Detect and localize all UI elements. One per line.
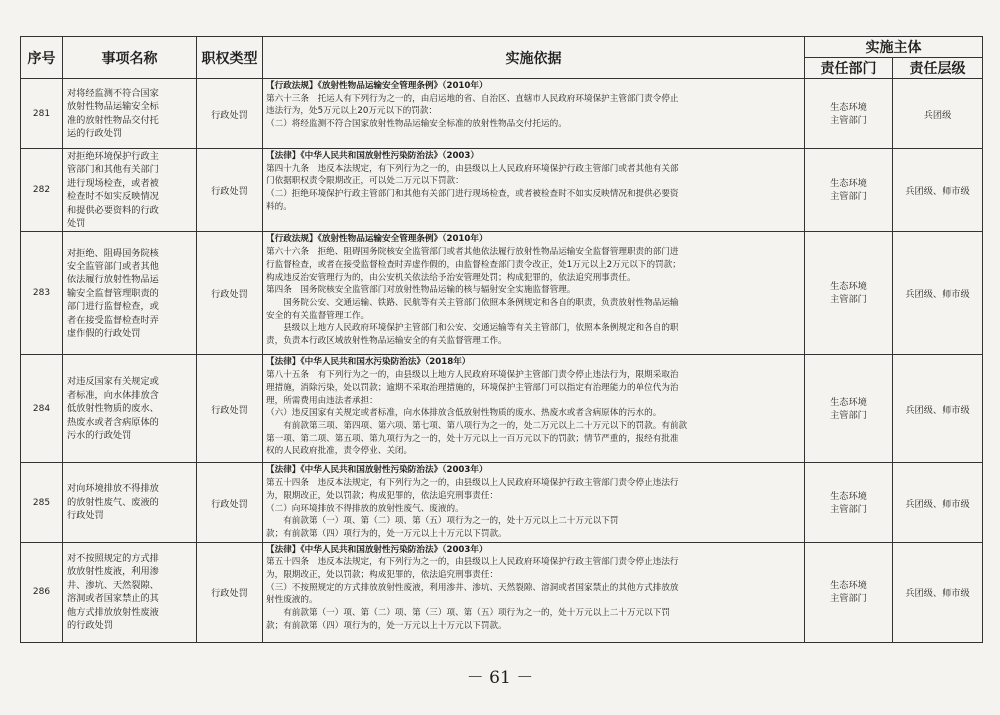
text-line: 门依据职权责令限期改正，可以处二万元以下罚款： — [266, 176, 464, 187]
text-line: 对拒绝环境保护行政主 — [67, 151, 159, 162]
responsible-level: 兵团级、师市级 — [893, 232, 983, 355]
text-line: 有前款第三项、第四项、第六项、第七项、第八项行为之一的，处二万元以上二十万元以下的罚款。有前款 — [266, 420, 688, 431]
text-line: 和提供必要资料的行政 — [67, 204, 159, 216]
legal-basis — [263, 149, 805, 232]
header-name: 事项名称 — [63, 37, 197, 79]
authority-type: 行政处罚 — [197, 463, 263, 542]
text-line: 输安全监督管理职责的 — [67, 287, 159, 299]
text-line: 主管部门 — [830, 294, 867, 306]
text-line: 料的。 — [266, 201, 292, 212]
text-line: 第四条 国务院核安全监管部门对放射性物品运输的核与辐射安全实施监督管理。 — [266, 285, 576, 296]
header-basis: 实施依据 — [263, 37, 805, 79]
text-line: 生态环境 — [830, 490, 867, 502]
text-line: 为，限期改正，处以罚款；构成犯罪的，依法追究刑事责任： — [266, 490, 499, 501]
text-line: 生态环境 — [830, 281, 867, 293]
header-type: 职权类型 — [197, 37, 263, 79]
authority-type: 行政处罚 — [197, 232, 263, 355]
text-line: 检查时不如实反映情况 — [67, 191, 159, 203]
legal-basis — [263, 232, 805, 355]
text-line: 【法律】《中华人民共和国放射性污染防治法》（2003年） — [266, 465, 488, 476]
text-line: 第六十六条 拒绝、阻碍国务院核安全监管部门或者其他依法履行放射性物品运输安全监督管理职责的部门进 — [266, 247, 679, 258]
text-line: 部门进行监督检查，或 — [67, 301, 159, 313]
responsible-department — [805, 149, 893, 232]
text-line: （三）不按照规定的方式排放放射性废液，利用渗井、渗坑、天然裂隙、溶洞或者国家禁止的其他方式排放放 — [266, 582, 679, 593]
text-line: 主管部门 — [830, 503, 867, 515]
text-line: 管部门和其他有关部门 — [67, 164, 159, 176]
text-line: 主管部门 — [830, 409, 867, 421]
text-line: 准的放射性物品交付托 — [67, 114, 159, 126]
text-line: 进行现场检查，或者被 — [67, 177, 159, 189]
text-line: 第六十三条 托运人有下列行为之一的，由启运地的省、自治区、直辖市人民政府环境保护主管部门责令停止 — [266, 93, 679, 104]
text-line: 有前款第（一）项、第（二）项、第（三）项、第（五）项行为之一的，处十万元以上二十万元以下罚 — [266, 608, 670, 619]
text-line: 有前款第（一）项、第（二）项、第（五）项行为之一的，处十万元以上二十万元以下罚 — [266, 516, 619, 527]
header-dept: 责任部门 — [805, 58, 893, 79]
text-line: 生态环境 — [830, 101, 867, 113]
text-line: 县级以上地方人民政府环境保护主管部门和公安、交通运输等有关主管部门，依照本条例规定和各自的职 — [266, 323, 679, 334]
text-line: 【法律】《中华人民共和国放射性污染防治法》（2003年） — [266, 544, 488, 555]
header-level: 责任层级 — [893, 58, 983, 79]
text-line: 污水的行政处罚 — [67, 430, 132, 442]
header-subject: 实施主体 — [805, 37, 983, 58]
text-line: 行政处罚 — [67, 510, 104, 522]
text-line: 主管部门 — [830, 191, 867, 203]
text-line: 【行政法规】《放射性物品运输安全管理条例》（2010年） — [266, 234, 488, 245]
text-line: 放放射性废液，利用渗 — [67, 566, 159, 578]
text-line: 对违反国家有关规定或 — [67, 376, 159, 388]
text-line: 理措施，消除污染，处以罚款；逾期不采取治理措施的，环境保护主管部门可以指定有治理能力的单位代为治 — [266, 382, 679, 393]
text-line: 【法律】《中华人民共和国水污染防治法》（2018年） — [266, 357, 471, 368]
text-line: 对向环境排放不得排放 — [67, 483, 159, 495]
text-line: 款；有前款第（四）项行为的，处一万元以上十万元以下罚款。 — [266, 528, 507, 539]
responsible-department — [805, 232, 893, 355]
authority-type: 行政处罚 — [197, 79, 263, 149]
legal-basis — [263, 79, 805, 149]
row-number: 286 — [21, 542, 63, 642]
table-row — [21, 79, 983, 149]
table-row — [21, 542, 983, 642]
text-line: 溶洞或者国家禁止的其 — [67, 593, 159, 605]
responsible-level: 兵团级 — [893, 79, 983, 149]
page-number: － 61 － — [466, 668, 534, 688]
text-line: 权的人民政府批准，责令停业、关闭。 — [266, 446, 413, 457]
authority-type: 行政处罚 — [197, 149, 263, 232]
text-line: 生态环境 — [830, 396, 867, 408]
text-line: 主管部门 — [830, 593, 867, 605]
text-line: 虚作假的行政处罚 — [67, 327, 141, 339]
legal-basis — [263, 355, 805, 463]
text-line: 热废水或者含病原体的 — [67, 416, 159, 428]
text-line: 第五十四条 违反本法规定，有下列行为之一的，由县级以上人民政府环境保护行政主管部门责令停止违法行 — [266, 557, 679, 568]
legal-basis — [263, 463, 805, 542]
text-line: 构成违反治安管理行为的，由公安机关依法给予治安管理处罚；构成犯罪的，依法追究刑事责任。 — [266, 272, 636, 283]
row-number: 281 — [21, 79, 63, 149]
responsible-department — [805, 79, 893, 149]
text-line: （二）向环境排放不得排放的放射性废气、废液的。 — [266, 503, 464, 514]
text-line: （二）拒绝环境保护行政主管部门和其他有关部门进行现场检查，或者被检查时不如实反映情况和提供必要资 — [266, 189, 679, 200]
text-line: 依法履行放射性物品运 — [67, 274, 159, 286]
text-line: 运的行政处罚 — [67, 127, 123, 139]
text-line: 处罚 — [67, 218, 86, 230]
responsible-department — [805, 355, 893, 463]
text-line: 安全的有关监督管理工作。 — [266, 310, 370, 321]
item-name — [63, 355, 197, 463]
item-name — [63, 79, 197, 149]
responsible-level: 兵团级、师市级 — [893, 463, 983, 542]
item-name — [63, 463, 197, 542]
text-line: 者在接受监督检查时弄 — [67, 314, 159, 326]
text-line: 对不按照规定的方式排 — [67, 552, 159, 564]
text-line: 井、渗坑、天然裂隙、 — [67, 579, 159, 591]
text-line: 放射性物品运输安全标 — [67, 101, 159, 113]
text-line: 第八十五条 有下列行为之一的，由县级以上地方人民政府环境保护主管部门责令停止违法行为，限期采取治 — [266, 370, 679, 381]
row-number: 282 — [21, 149, 63, 232]
table-row — [21, 149, 983, 232]
text-line: 款；有前款第（四）项行为的，处一万元以上十万元以下罚款。 — [266, 620, 507, 631]
authority-type: 行政处罚 — [197, 355, 263, 463]
table-body — [21, 79, 983, 643]
row-number: 285 — [21, 463, 63, 542]
text-line: 安全监管部门或者其他 — [67, 260, 159, 272]
row-number: 283 — [21, 232, 63, 355]
text-line: 第一项、第二项、第五项、第九项行为之一的，处十万元以上一百万元以下的罚款；情节严重的，报经有批准 — [266, 433, 679, 444]
text-line: 理，所需费用由违法者承担： — [266, 395, 378, 406]
table-row — [21, 463, 983, 542]
text-line: 第五十四条 违反本法规定，有下列行为之一的，由县级以上人民政府环境保护行政主管部门责令停止违法行 — [266, 478, 679, 489]
responsible-department — [805, 542, 893, 642]
item-name — [63, 149, 197, 232]
responsible-department — [805, 463, 893, 542]
row-number: 284 — [21, 355, 63, 463]
text-line: 他方式排放放射性废液 — [67, 606, 159, 618]
header-no: 序号 — [21, 37, 63, 79]
enforcement-table — [20, 36, 983, 643]
responsible-level: 兵团级、师市级 — [893, 149, 983, 232]
text-line: 对将经监测不符合国家 — [67, 87, 159, 99]
responsible-level: 兵团级、师市级 — [893, 355, 983, 463]
text-line: 【行政法规】《放射性物品运输安全管理条例》（2010年） — [266, 81, 488, 91]
text-line: （二）将经监测不符合国家放射性物品运输安全标准的放射性物品交付托运的。 — [266, 119, 567, 130]
text-line: 【法律】《中华人民共和国放射性污染防治法》（2003） — [266, 151, 479, 161]
text-line: 生态环境 — [830, 580, 867, 592]
text-line: 第四十九条 违反本法规定，有下列行为之一的，由县级以上人民政府环境保护行政主管部门或者其他有关部 — [266, 163, 679, 174]
table-row — [21, 355, 983, 463]
responsible-level: 兵团级、师市级 — [893, 542, 983, 642]
text-line: 国务院公安、交通运输、铁路、民航等有关主管部门依照本条例规定和各自的职责，负责放射性物品运输 — [266, 297, 679, 308]
text-line: 对拒绝、阻碍国务院核 — [67, 247, 159, 259]
text-line: 为，限期改正，处以罚款；构成犯罪的，依法追究刑事责任： — [266, 570, 499, 581]
text-line: 生态环境 — [830, 178, 867, 190]
text-line: 低放射性物质的废水、 — [67, 403, 159, 415]
item-name — [63, 542, 197, 642]
text-line: 主管部门 — [830, 114, 867, 126]
table-row — [21, 232, 983, 355]
text-line: 的放射性废气、废液的 — [67, 496, 159, 508]
item-name — [63, 232, 197, 355]
legal-basis — [263, 542, 805, 642]
text-line: （六）违反国家有关规定或者标准，向水体排放含低放射性物质的废水、热废水或者含病原体的污水的。 — [266, 408, 662, 419]
text-line: 违法行为，处5万元以上20万元以下的罚款： — [266, 106, 438, 117]
text-line: 者标准，向水体排放含 — [67, 389, 159, 401]
text-line: 射性废液的。 — [266, 595, 318, 606]
text-line: 责，负责本行政区域放射性物品运输安全的有关监督管理工作。 — [266, 336, 507, 347]
text-line: 行监督检查，或者在接受监督检查时弄虚作假的，由监督检查部门责令改正，处1万元以上2万元以下的罚款； — [266, 259, 681, 270]
authority-type: 行政处罚 — [197, 542, 263, 642]
text-line: 的行政处罚 — [67, 619, 113, 631]
